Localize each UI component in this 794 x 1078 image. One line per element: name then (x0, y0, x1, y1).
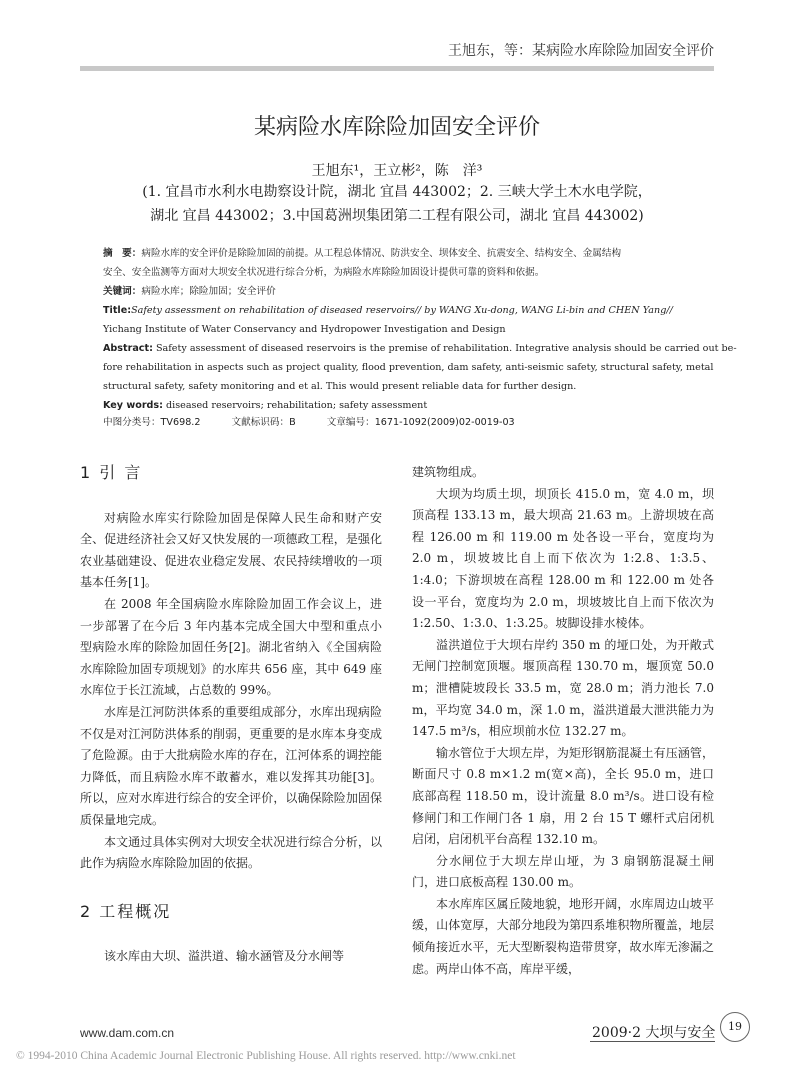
title-en-line-2: Yichang Institute of Water Conservancy and Hydropower Investigation and Design (103, 324, 506, 335)
abstract-section (103, 244, 737, 415)
paragraph: 本水库库区属丘陵地貌，地形开阔，水库周边山坡平缓，山体宽厚，大部分地段为第四系堆积物所覆盖，地层倾角接近水平，无大型断裂构造带贯穿，故水库无渗漏之虑。两岸山体不高，库岸平缓， (412, 896, 714, 976)
abstract-en-line-2: fore rehabilitation in aspects such as project quality, flood prevention, dam safety, anti-seismic safety, structural safety, metal (103, 362, 714, 373)
footer-url: www.dam.com.cn (80, 1026, 175, 1040)
paragraph: 大坝为均质土坝，坝顶长 415.0 m，宽 4.0 m，坝顶高程 133.13 m，最大坝高 21.63 m。上游坝坡在高程 126.00 m 和 119.00 m 处各设一平台，宽度均为 2.0 m，坝坡坡比自上而下依次为 1:2.8、1:3.5、1:4.0；下游坝坡在高程 128.00 m 和 122.00 m 处各设一平台，宽度均为 2.0 m，坝坡坡比自上而下依次为 1:2.50、1:3.0、1:3.25。坡脚设排水棱体。 (412, 486, 714, 631)
authors: 王旭东¹，王立彬²，陈 洋³ (311, 163, 483, 179)
footer-journal: 2009·2 大坝与安全 (592, 1025, 716, 1041)
abstract-en-line-3: structural safety, safety monitoring and et al. This would present reliable data for further design. (103, 381, 577, 392)
abstract-cn-line-2: 安全、安全监测等方面对大坝安全状况进行综合分析，为病险水库除险加固设计提供可靠的资料和依据。 (103, 267, 545, 278)
page-number: 19 (720, 1012, 750, 1042)
title-en-line-1: Title:Safety assessment on rehabilitation of diseased reservoirs// by WANG Xu-dong, WANG Li-bin and CHEN Yang// (103, 305, 673, 316)
paragraph: 输水管位于大坝左岸，为矩形钢筋混凝土有压涵管，断面尺寸 0.8 m×1.2 m(宽×高)，全长 95.0 m，进口底部高程 118.50 m，设计流量 8.0 m³/s。进口设有检修闸门和工作闸门各 1 扇，用 2 台 15 T 螺杆式启闭机启闭，启闭机平台高程 132.10 m。 (412, 745, 714, 847)
keywords-en: Key words: diseased reservoirs; rehabilitation; safety assessment (103, 400, 428, 411)
paragraph: 在 2008 年全国病险水库除险加固工作会议上，进一步部署了在今后 3 年内基本完成全国大中型和重点小型病险水库的除险加固任务[2]。湖北省纳入《全国病险水库除险加固专项规划》的水库共 656 座，其中 649 座水库位于长江流域，占总数的 99%。 (80, 596, 382, 698)
right-column (412, 462, 714, 980)
classification-line (103, 414, 543, 428)
paragraph: 建筑物组成。 (412, 465, 485, 479)
abstract-cn-label: 摘 要： (103, 248, 142, 259)
paper-title: 某病险水库除险加固安全评价 (253, 115, 540, 140)
copyright-notice: © 1994-2010 China Academic Journal Electronic Publishing House. All rights reserved. http://www.cnki.net (16, 1050, 516, 1062)
abstract-cn-line-1: 摘 要：病险水库的安全评价是除险加固的前提。从工程总体情况、防洪安全、坝体安全、抗震安全、结构安全、金属结构 (103, 248, 622, 259)
article-number: 文章编号：1671-1092(2009)02-0019-03 (326, 417, 515, 428)
section-heading-overview: 2 工程概况 (80, 901, 172, 921)
header-bar (80, 66, 714, 71)
footer-rule (590, 1041, 715, 1042)
paragraph: 该水库由大坝、溢洪道、输水涵管及分水闸等 (104, 949, 345, 964)
section-heading-introduction: 1 引 言 (80, 463, 143, 482)
paragraph: 对病险水库实行除险加固是保障人民生命和财产安全、促进经济社会又好又快发展的一项德政工程，是强化农业基础建设、促进农业稳定发展、农民持续增收的一项基本任务[1]。 (80, 510, 382, 590)
paragraph: 分水闸位于大坝左岸山垭，为 3 扇钢筋混凝土闸门，进口底板高程 130.00 m。 (412, 853, 714, 890)
affiliation-line-1: (1. 宜昌市水利水电勘察设计院，湖北 宜昌 443002；2. 三峡大学土木水电学院， (142, 184, 652, 200)
abstract-en-line-1: Abstract: Safety assessment of diseased reservoirs is the premise of rehabilitation. Integrative analysis should be carried out be- (103, 343, 737, 354)
clc-number: 中图分类号：TV698.2 (103, 417, 201, 428)
keywords-cn: 关键词：病险水库；除险加固；安全评价 (103, 286, 276, 297)
doc-code: 文献标识码：B (231, 417, 296, 428)
paragraph: 本文通过具体实例对大坝安全状况进行综合分析，以此作为病险水库除险加固的依据。 (80, 834, 382, 871)
paragraph: 水库是江河防洪体系的重要组成部分，水库出现病险不仅是对江河防洪体系的削弱，更重要的是水库本身变成了危险源。由于大批病险水库的存在，江河体系的调控能力降低，而且病险水库不敢蓄水，难以发挥其功能[3]。所以，应对水库进行综合的安全评价，以确保除险加固保质保量地完成。 (80, 704, 382, 827)
affiliation-line-2: 湖北 宜昌 443002；3.中国葛洲坝集团第二工程有限公司，湖北 宜昌 443002) (150, 208, 644, 224)
running-head: 王旭东，等：某病险水库除险加固安全评价 (448, 43, 714, 59)
paragraph: 溢洪道位于大坝右岸约 350 m 的垭口处，为开敞式无闸门控制宽顶堰。堰顶高程 130.70 m，堰顶宽 50.0 m；泄槽陡坡段长 33.5 m，宽 28.0 m；消力池长 7.0 m，平均宽 34.0 m，深 1.0 m，溢洪道最大泄洪能力为 147.5 m³/s，相应坝前水位 132.27 m。 (412, 637, 714, 739)
left-column (80, 462, 382, 968)
